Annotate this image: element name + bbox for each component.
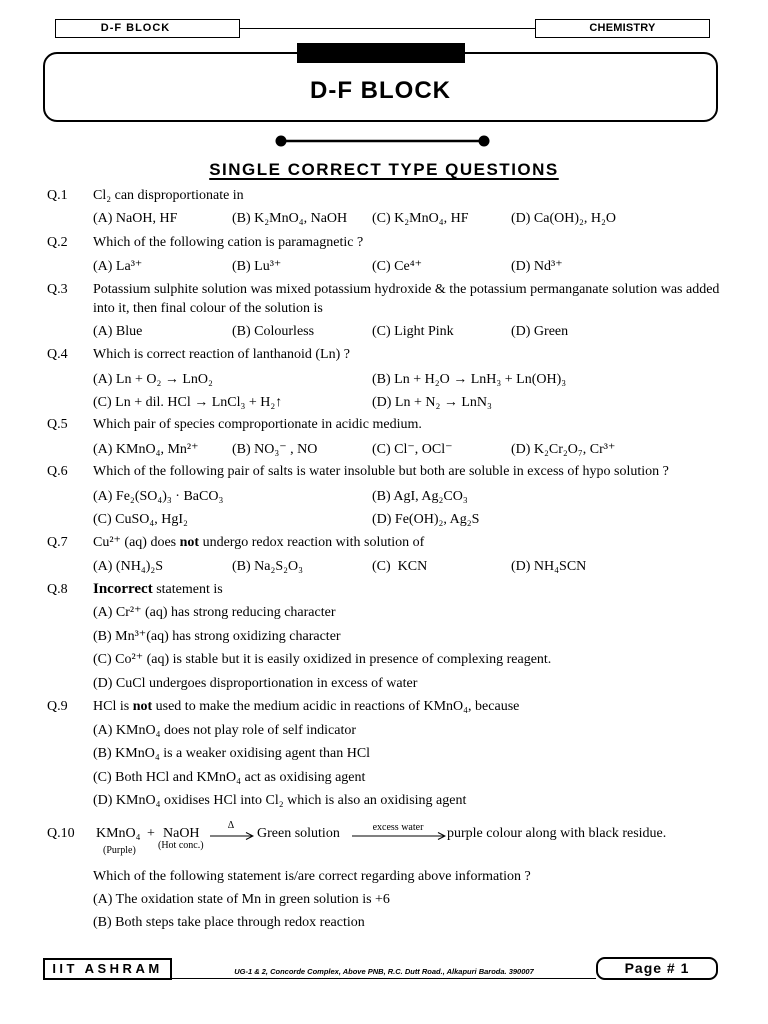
- question-number: Q.2: [47, 235, 68, 250]
- option-c: (C) Cl⁻, OCl⁻: [372, 442, 453, 457]
- options-row: [0, 487, 768, 506]
- reactant-2-label: (Hot conc.): [158, 840, 204, 851]
- question-number: Q.6: [47, 464, 68, 479]
- option-a: (A) Blue: [93, 324, 143, 339]
- option-d: (D) K₂Cr₂O₇, Cr³⁺: [511, 442, 616, 457]
- option-a: (A) Ln + O₂ → LnO₂: [93, 372, 213, 387]
- option-b: (B) Both steps take place through redox reaction: [93, 915, 365, 930]
- option-b: (B) Mn³⁺(aq) has strong oxidizing character: [93, 629, 341, 644]
- step-2-condition: excess water: [372, 822, 424, 833]
- section-heading: SINGLE CORRECT TYPE QUESTIONS: [209, 160, 559, 179]
- question-text-emphasis: not: [132, 699, 153, 714]
- option-b: (B) Colourless: [232, 324, 315, 339]
- decorative-divider: [273, 134, 492, 148]
- page-title: D-F BLOCK: [310, 77, 451, 104]
- options-row: [0, 393, 768, 412]
- option-d: (D) Ca(OH)₂, H₂O: [511, 211, 617, 226]
- reaction-arrow-icon: [210, 830, 254, 842]
- question-text: [93, 697, 519, 716]
- plus-sign: +: [147, 826, 155, 841]
- option-d: (D) Green: [511, 324, 569, 339]
- option-d: (D) Nd³⁺: [511, 259, 563, 274]
- option-d: (D) Ln + N₂ → LnN₃: [372, 395, 492, 410]
- header-rule: [240, 28, 535, 29]
- question-text-part: Cu²⁺ (aq) does: [93, 535, 180, 550]
- question-text-part: statement is: [152, 582, 223, 597]
- option-c: (C) K₂MnO₄, HF: [372, 211, 469, 226]
- option-c: (C) Ce⁴⁺: [372, 259, 422, 274]
- option-a: (A) The oxidation state of Mn in green solution is +6: [93, 892, 390, 907]
- options-row: [0, 209, 768, 228]
- option-d: (D) KMnO₄ oxidises HCl into Cl₂ which is also an oxidising agent: [93, 793, 467, 808]
- final-observation: purple colour along with black residue.: [447, 826, 667, 841]
- option-d: (D) CuCl undergoes disproportionation in excess of water: [93, 676, 418, 691]
- chapter-tab: D-F BLOCK: [55, 19, 240, 38]
- footer-rule: [172, 978, 596, 979]
- reaction-arrow-icon: [352, 830, 446, 842]
- option-c: (C) Light Pink: [372, 324, 454, 339]
- question-number: Q.4: [47, 347, 68, 362]
- question-text: [93, 533, 424, 552]
- question-number: Q.3: [47, 282, 68, 297]
- option-a: (A) KMnO₄ does not play role of self indicator: [93, 723, 357, 738]
- question-number: Q.1: [47, 188, 68, 203]
- option-b: (B) KMnO₄ is a weaker oxidising agent than HCl: [93, 746, 371, 761]
- option-a: (A) KMnO₄, Mn²⁺: [93, 442, 199, 457]
- question-text: Potassium sulphite solution was mixed potassium hydroxide & the potassium permanganate solution was added into it, then final colour of the solution is: [93, 282, 720, 316]
- option-c: (C) Both HCl and KMnO₄ act as oxidising agent: [93, 770, 366, 785]
- question-number: Q.10: [47, 826, 75, 841]
- options-row: [0, 257, 768, 276]
- step-1-condition: Δ: [227, 820, 235, 831]
- subject-tab: CHEMISTRY: [535, 19, 710, 38]
- option-a: (A) La³⁺: [93, 259, 143, 274]
- options-row: [0, 510, 768, 529]
- option-a: (A) Fe₂(SO₄)₃ · BaCO₃: [93, 489, 224, 504]
- option-c: (C) CuSO₄, HgI₂: [93, 512, 188, 527]
- option-a: (A) NaOH, HF: [93, 211, 178, 226]
- option-d: (D) Fe(OH)₂, Ag₂S: [372, 512, 480, 527]
- option-a: (A) (NH₄)₂S: [93, 559, 164, 574]
- option-d: (D) NH₄SCN: [511, 559, 587, 574]
- page-number: Page # 1: [596, 957, 718, 980]
- question-text: Which of the following statement is/are correct regarding above information ?: [93, 869, 531, 884]
- intermediate-product: Green solution: [257, 826, 340, 841]
- options-row: [0, 322, 768, 341]
- options-row: [0, 440, 768, 459]
- question-text: Which of the following cation is paramagnetic ?: [93, 235, 364, 250]
- option-b: (B) Lu³⁺: [232, 259, 282, 274]
- options-row: [0, 557, 768, 576]
- question-number: Q.5: [47, 417, 68, 432]
- question-text-emphasis: not: [179, 535, 200, 550]
- institute-logo-text: IIT ASHRAM: [43, 958, 172, 980]
- option-a: (A) Cr²⁺ (aq) has strong reducing character: [93, 605, 336, 620]
- option-c: (C) Ln + dil. HCl → LnCl₃ + H₂↑: [93, 395, 283, 410]
- question-text-emphasis: Incorrect: [93, 581, 153, 597]
- question-number: Q.8: [47, 582, 68, 597]
- reactant-2: NaOH: [163, 826, 200, 841]
- reactant-1: KMnO₄: [96, 826, 141, 841]
- question-text: Which of the following pair of salts is water insoluble but both are soluble in excess of hypo solution ?: [93, 464, 669, 479]
- question-number: Q.9: [47, 699, 68, 714]
- option-b: (B) Na₂S₂O₃: [232, 559, 304, 574]
- option-b: (B) Ln + H₂O → LnH₃ + Ln(OH)₃: [372, 372, 567, 387]
- title-tab-bar: [297, 43, 465, 63]
- option-b: (B) NO₃⁻ , NO: [232, 442, 318, 457]
- option-b: (B) AgI, Ag₂CO₃: [372, 489, 468, 504]
- option-c: (C) KCN: [372, 559, 428, 574]
- question-number: Q.7: [47, 535, 68, 550]
- footer-address: UG-1 & 2, Concorde Complex, Above PNB, R.C. Dutt Road., Alkapuri Baroda. 390007: [234, 967, 534, 976]
- question-text-part: HCl is: [93, 699, 133, 714]
- question-text: [93, 580, 223, 599]
- question-text-part: undergo redox reaction with solution of: [199, 535, 425, 550]
- question-text: Which is correct reaction of lanthanoid (Ln) ?: [93, 347, 350, 362]
- option-c: (C) Co²⁺ (aq) is stable but it is easily oxidized in presence of complexing reagent.: [93, 652, 552, 667]
- reactant-1-label: (Purple): [103, 845, 136, 856]
- options-row: [0, 370, 768, 389]
- option-b: (B) K₂MnO₄, NaOH: [232, 211, 348, 226]
- question-text-part: used to make the medium acidic in reactions of KMnO₄, because: [152, 699, 520, 714]
- question-text: Cl₂ can disproportionate in: [93, 188, 244, 203]
- question-text: Which pair of species comproportionate in acidic medium.: [93, 417, 422, 432]
